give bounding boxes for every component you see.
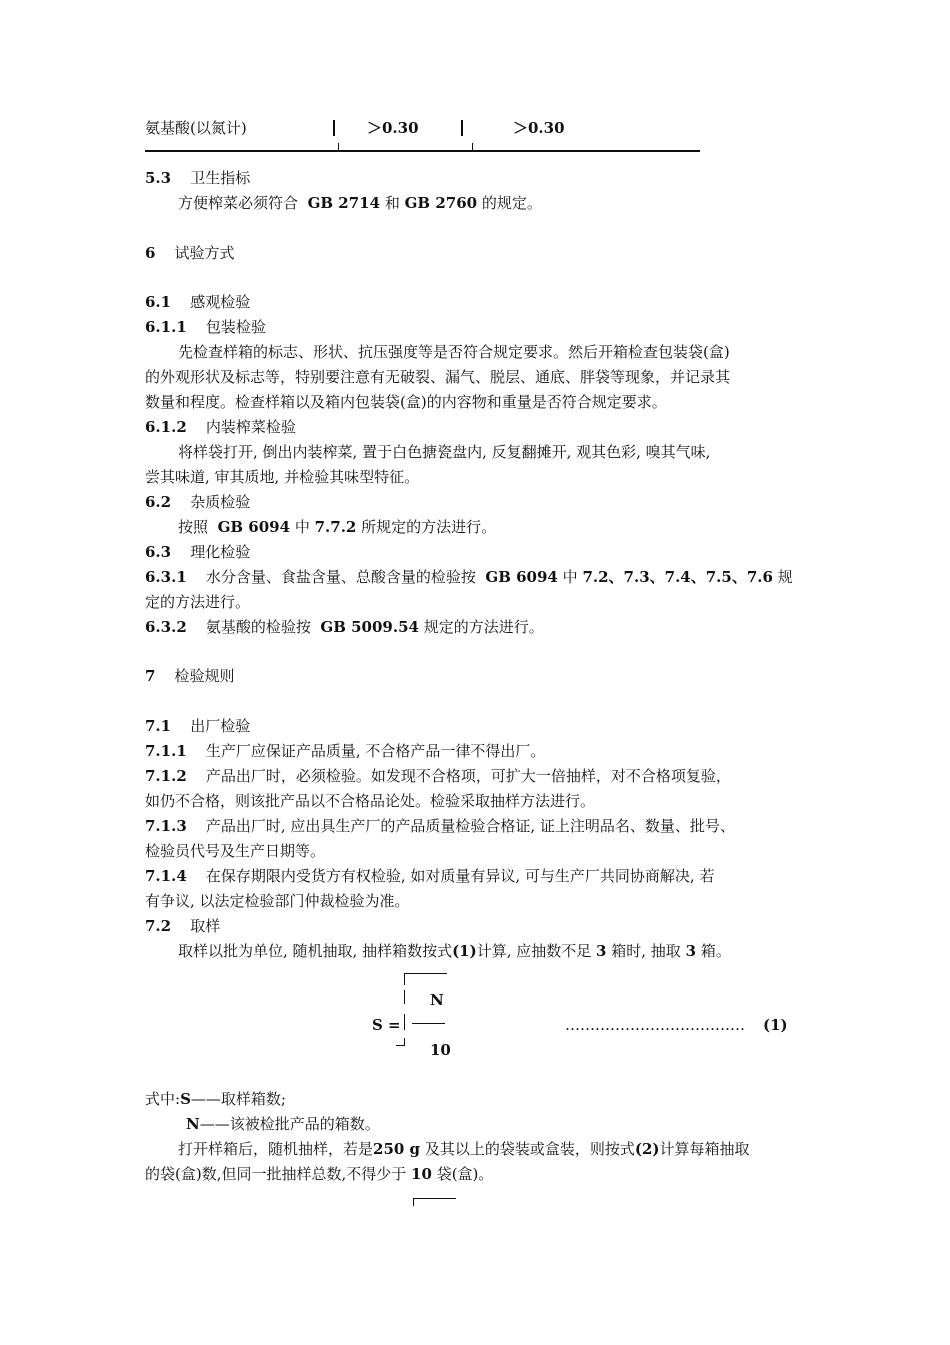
- number: 3: [596, 942, 607, 960]
- section-number: 6.1.2: [145, 418, 187, 436]
- table-rule-tick: [472, 143, 473, 151]
- standard-ref: GB 6094: [485, 568, 558, 586]
- text: 中: [562, 568, 578, 586]
- standard-ref: GB 6094: [217, 518, 291, 536]
- table-rule-tick: [338, 143, 339, 151]
- section-7-2-body: [178, 941, 731, 961]
- paragraph-line: 有争议, 以法定检验部门仲裁检验为准。: [145, 892, 410, 910]
- section-title: 杂质检验: [190, 493, 251, 511]
- formula-bracket-left: [404, 973, 405, 985]
- section-number: 7.1.2: [145, 767, 187, 785]
- paragraph-line: 定的方法进行。: [145, 593, 251, 611]
- table-cell-value-2: ＞0.30: [513, 119, 565, 137]
- section-number: 6: [145, 244, 156, 262]
- section-number: 6.1: [145, 293, 172, 311]
- text: 及其以上的袋装或盒装，则按式: [424, 1140, 635, 1158]
- text: 取样以批为单位, 随机抽取, 抽样箱数按式: [178, 942, 453, 960]
- formula-bracket-top: [404, 973, 447, 974]
- section-title: 取样: [190, 917, 221, 935]
- section-title: 感观检验: [190, 293, 251, 311]
- section-number: 7.1.4: [145, 867, 187, 885]
- section-6-3-1-line-1: [145, 567, 793, 587]
- section-6-1-2-heading: [145, 417, 296, 437]
- section-number: 7.1.1: [145, 742, 187, 760]
- text: 袋(盒)。: [436, 1165, 494, 1183]
- text: 按照: [178, 518, 209, 536]
- formula-ref: (2): [634, 1140, 660, 1158]
- text: 中: [294, 518, 310, 536]
- formula-leader-dots: ………………………………: [565, 1016, 745, 1034]
- formula-ref: (1): [452, 942, 477, 960]
- formula-bracket-left: [404, 1014, 405, 1030]
- where-n-line: [186, 1114, 380, 1134]
- text: 产品出厂时, 应出具生产厂的产品质量检验合格证, 证上注明品名、数量、批号、: [205, 817, 735, 835]
- formula-number: (1): [763, 1016, 788, 1034]
- text: 在保存期限内受货方有权检验, 如对质量有异议, 可与生产厂共同协商解决, 若: [205, 867, 715, 885]
- text: 规: [777, 568, 793, 586]
- paragraph-line: 的外观形状及标志等，特别要注意有无破裂、漏气、脱层、通底、胖袋等现象，并记录其: [145, 368, 731, 386]
- section-6-2-heading: [145, 492, 250, 512]
- section-number: 7.1: [145, 717, 172, 735]
- section-7-2-heading: [145, 916, 220, 936]
- paragraph-line: 先检查样箱的标志、形状、抗压强度等是否符合规定要求。然后开箱检查包装袋(盒): [178, 343, 730, 361]
- fraction-bar: [412, 1023, 445, 1024]
- formula-lhs: S =: [372, 1016, 401, 1034]
- section-title: 内装榨菜检验: [205, 418, 296, 436]
- text: 生产厂应保证产品质量, 不合格产品一律不得出厂。: [205, 742, 546, 760]
- section-5-3-body: [178, 193, 542, 213]
- section-number: 6.2: [145, 493, 172, 511]
- table-bottom-rule: [145, 150, 700, 152]
- table-column-separator: [461, 120, 463, 136]
- clause-ref: 7.2、7.3、7.4、7.5、7.6: [582, 568, 773, 586]
- section-7-1-2-line: [145, 766, 731, 786]
- section-7-1-3-line: [145, 816, 735, 836]
- text: 计算每箱抽取: [659, 1140, 750, 1158]
- formula-bracket-bottom: [404, 1038, 405, 1046]
- paragraph-line: 将样袋打开, 倒出内装榨菜, 置于白色搪瓷盘内, 反复翻摊开, 观其色彩, 嗅其气味,: [178, 443, 711, 461]
- section-7-heading: [145, 666, 235, 686]
- text: 打开样箱后，随机抽样，若是: [178, 1140, 374, 1158]
- section-6-3-2-line: [145, 617, 544, 637]
- quantity: 250 g: [373, 1140, 421, 1158]
- text: 和: [384, 194, 400, 212]
- section-number: 6.3: [145, 543, 172, 561]
- formula-numerator: N: [430, 991, 444, 1009]
- paragraph-line: 数量和程度。检查样箱以及箱内包装袋(盒)的内容物和重量是否符合规定要求。: [145, 393, 667, 411]
- section-title: 卫生指标: [190, 169, 251, 187]
- section-number: 7.1.3: [145, 817, 187, 835]
- paragraph-line-2: [145, 1164, 493, 1184]
- section-6-2-body: [178, 517, 496, 537]
- table-column-separator: [333, 120, 335, 136]
- clause-ref: 7.7.2: [314, 518, 357, 536]
- section-title: 出厂检验: [190, 717, 251, 735]
- section-6-1-1-heading: [145, 317, 266, 337]
- table-cell-value-1: ＞0.30: [367, 119, 419, 137]
- section-7-1-heading: [145, 716, 250, 736]
- section-7-1-4-line: [145, 866, 714, 886]
- section-title: 理化检验: [190, 543, 251, 561]
- table-cell-amino-label: 氨基酸(以氮计): [145, 119, 247, 137]
- symbol: N: [186, 1115, 200, 1133]
- section-number: 5.3: [145, 169, 172, 187]
- text: 所规定的方法进行。: [361, 518, 497, 536]
- symbol: S: [180, 1090, 191, 1108]
- section-6-3-heading: [145, 542, 250, 562]
- section-5-3-heading: [145, 168, 250, 188]
- standard-ref: GB 2760: [404, 194, 478, 212]
- section-title: 检验规则: [174, 667, 235, 685]
- text: 式中:: [145, 1090, 181, 1108]
- text: 的规定。: [481, 194, 542, 212]
- paragraph-line: 检验员代号及生产日期等。: [145, 842, 326, 860]
- text: 箱。: [700, 942, 731, 960]
- paragraph-line: 如仍不合格，则该批产品以不合格品论处。检验采取抽样方法进行。: [145, 792, 596, 810]
- text: 氨基酸的检验按: [205, 618, 311, 636]
- text: 的袋(盒)数,但同一批抽样总数,不得少于: [145, 1165, 407, 1183]
- section-number: 7: [145, 667, 156, 685]
- where-s-line: [145, 1089, 286, 1109]
- section-title: 包装检验: [205, 318, 266, 336]
- standard-ref: GB 5009.54: [320, 618, 419, 636]
- formula-denominator: 10: [430, 1041, 451, 1059]
- paragraph-line-1: [178, 1139, 750, 1159]
- section-title: 试验方式: [174, 244, 235, 262]
- text: 水分含量、食盐含量、总酸含量的检验按: [205, 568, 476, 586]
- text: ——该被检批产品的箱数。: [199, 1115, 380, 1133]
- text: 产品出厂时，必须检验。如发现不合格项，可扩大一倍抽样，对不合格项复验，: [205, 767, 731, 785]
- text: 计算, 应抽数不足: [476, 942, 592, 960]
- formula-bracket-left: [404, 990, 405, 1004]
- section-number: 6.3.2: [145, 618, 187, 636]
- section-number: 7.2: [145, 917, 172, 935]
- text: ——取样箱数;: [190, 1090, 286, 1108]
- text: 箱时, 抽取: [611, 942, 681, 960]
- number: 3: [685, 942, 697, 960]
- formula-2-bracket-top: [413, 1198, 456, 1199]
- section-number: 6.3.1: [145, 568, 187, 586]
- section-6-heading: [145, 243, 235, 263]
- standard-ref: GB 2714: [307, 194, 381, 212]
- section-number: 6.1.1: [145, 318, 187, 336]
- section-6-1-heading: [145, 292, 250, 312]
- text: 规定的方法进行。: [423, 618, 544, 636]
- number: 10: [411, 1165, 432, 1183]
- section-7-1-1-line: [145, 741, 545, 761]
- formula-2-bracket-left: [413, 1198, 414, 1206]
- paragraph-line: 尝其味道, 审其质地, 并检验其味型特征。: [145, 468, 420, 486]
- text: 方便榨菜必须符合: [178, 194, 299, 212]
